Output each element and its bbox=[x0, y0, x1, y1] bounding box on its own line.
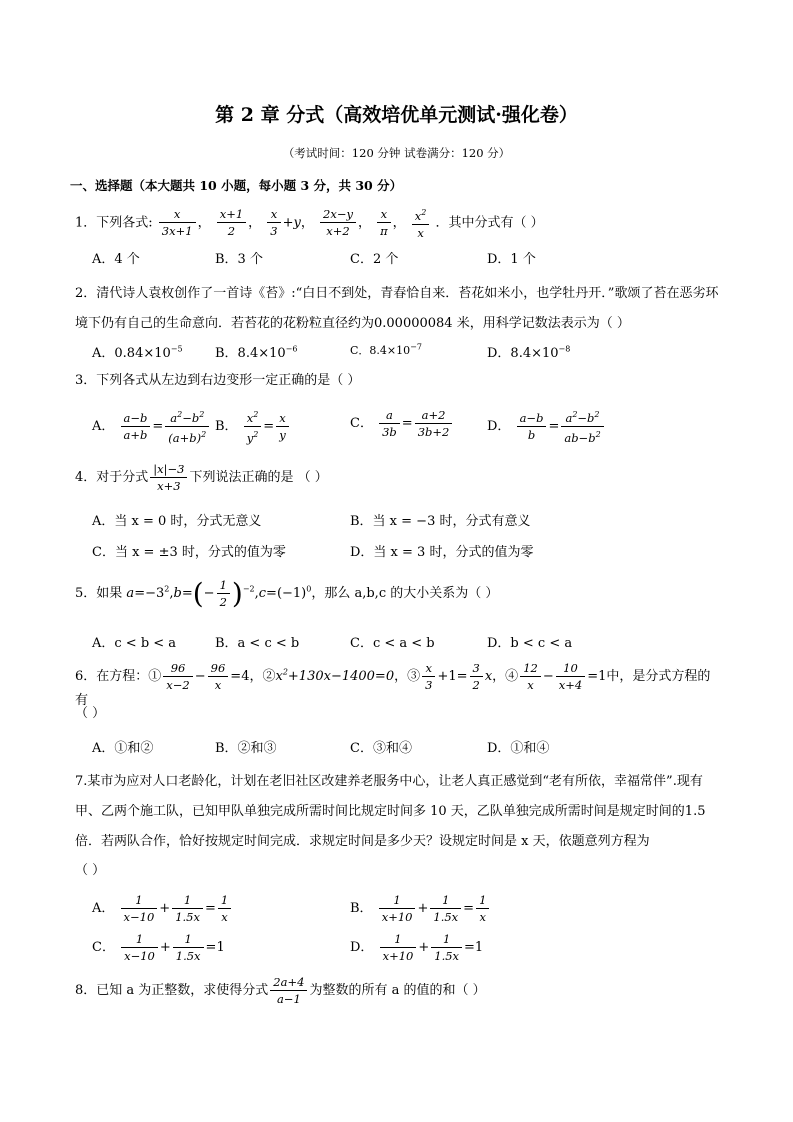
option-a[interactable]: A． $\frac{a-b}{a+b}$ = $\frac{a^2-b^2}{(a+b)^2}$ bbox=[92, 408, 211, 445]
option-d[interactable]: D．1 个 bbox=[487, 252, 536, 267]
question-1: 1．下列各式: $\frac{x}{3x+1}$ ， $\frac{x+1}{2}$ ， $\frac{x}{3}$ +y， $\frac{2x-y}{x+2}$ ， $\frac{x}{\pi}$ ， $\frac{x^2}{x}$ ．其中分式有（ ） bbox=[75, 207, 544, 240]
options-q6 bbox=[92, 737, 733, 759]
option-a[interactable]: A．c < b < a bbox=[92, 636, 177, 651]
exam-info: （考试时间：120 分钟 试卷满分：120 分） bbox=[282, 146, 511, 160]
option-b[interactable]: B．3 个 bbox=[215, 252, 263, 267]
question-6-paren: （ ） bbox=[75, 706, 106, 721]
option-b[interactable]: B．当 x = −3 时，分式有意义 bbox=[350, 514, 531, 529]
option-a[interactable]: A．当 x = 0 时，分式无意义 bbox=[92, 514, 262, 529]
option-a[interactable]: A．$0.84\times 10^{-5}$ bbox=[92, 344, 183, 361]
options-q2 bbox=[92, 342, 733, 364]
option-c[interactable]: C．当 x = ±3 时，分式的值为零 bbox=[92, 545, 286, 560]
fraction: $\frac{x+1}{2}$ bbox=[217, 207, 246, 238]
option-d[interactable]: D． $\frac{a-b}{b}$ = $\frac{a^2-b^2}{ab-b^2}$ bbox=[487, 408, 606, 445]
options-q7-row1 bbox=[92, 893, 733, 929]
option-b[interactable]: B．a < c < b bbox=[215, 636, 300, 651]
options-q1 bbox=[92, 248, 733, 270]
question-6: 6．在方程：① $\frac{96}{x-2}$ − $\frac{96}{x}$ =4，$②x^2+130x-1400=0$，③ $\frac{x}{3}$ +1= $\frac{3}{2}$ x，④ $\frac{12}{x}$ − $\frac{10}{x+4}$ =1中，是分式方程的有 bbox=[75, 661, 711, 708]
fraction: $\frac{x}{\pi}$ bbox=[377, 207, 391, 238]
option-d[interactable]: D． $\frac{1}{x+10}$ + $\frac{1}{1.5x}$ =1 bbox=[350, 932, 484, 963]
fraction: $\frac{x}{3}$ bbox=[267, 207, 280, 238]
option-d[interactable]: D．①和④ bbox=[487, 741, 550, 756]
options-q3 bbox=[92, 408, 733, 448]
page-title: 第 2 章 分式（高效培优单元测试·强化卷） bbox=[215, 104, 578, 126]
options-q4-row2 bbox=[92, 541, 733, 563]
option-a[interactable]: A．①和② bbox=[92, 741, 154, 756]
question-3: 3．下列各式从左边到右边变形一定正确的是（ ） bbox=[75, 373, 361, 388]
option-c[interactable]: C．$8.4\times 10^{-7}$ bbox=[350, 342, 422, 357]
option-b[interactable]: B．$8.4\times 10^{-6}$ bbox=[215, 344, 298, 361]
option-d[interactable]: D．当 x = 3 时，分式的值为零 bbox=[350, 545, 534, 560]
fraction: $\frac{x^2}{x}$ bbox=[412, 206, 430, 240]
question-4: 4．对于分式 $\frac{|x|-3}{x+3}$ 下列说法正确的是 （ ） bbox=[75, 462, 328, 493]
option-b[interactable]: B． $\frac{1}{x+10}$ + $\frac{1}{1.5x}$ = $\frac{1}{x}$ bbox=[350, 893, 491, 924]
option-d[interactable]: D．b < c < a bbox=[487, 636, 573, 651]
question-5: 5．如果 $a=-3^2,b=(-$ $\frac{1}{2}$ )$^{-2},c=(-1)^0$，那么 a,b,c 的大小关系为（ ） bbox=[75, 576, 499, 610]
option-b[interactable]: B．②和③ bbox=[215, 741, 277, 756]
option-d[interactable]: D．$8.4\times 10^{-8}$ bbox=[487, 344, 571, 361]
option-c[interactable]: C． $\frac{a}{3b}$ = $\frac{a+2}{3b+2}$ bbox=[350, 408, 454, 439]
option-b[interactable]: B． $\frac{x^2}{y^2}$ = $\frac{x}{y}$ bbox=[215, 408, 291, 445]
options-q4-row1 bbox=[92, 510, 733, 532]
option-c[interactable]: C．c < a < b bbox=[350, 636, 435, 651]
question-2: 2．清代诗人袁枚创作了一首诗《苔》:“白日不到处，青春恰自来．苔花如米小，也学牡丹开．”歌颂了苔在恶劣环境下仍有自己的生命意向．若苔花的花粉粒直径约为0.00000084 米，用科学记数法表示为（ ） bbox=[75, 286, 719, 331]
option-a[interactable]: A．4 个 bbox=[92, 252, 140, 267]
option-c[interactable]: C． $\frac{1}{x-10}$ + $\frac{1}{1.5x}$ =1 bbox=[92, 932, 225, 963]
question-7: 7.某市为应对人口老龄化，计划在老旧社区改建养老服务中心，让老人真正感觉到“老有所依，幸福常伴”.现有甲、乙两个施工队，已知甲队单独完成所需时间比规定时间多 10 天，乙队单独完成所需时间是规定时间的1.5 倍．若两队合作，恰好按规定时间完成．求规定时间是多少天？设规定时间是 x 天，依题意列方程为 bbox=[75, 774, 706, 849]
option-c[interactable]: C．2 个 bbox=[350, 252, 399, 267]
options-q7-row2 bbox=[92, 932, 733, 968]
fraction: $\frac{x}{3x+1}$ bbox=[159, 207, 196, 238]
section-heading: 一、选择题（本大题共 10 小题，每小题 3 分，共 30 分） bbox=[70, 178, 403, 193]
question-8: 8．已知 a 为正整数，求使得分式 $\frac{2a+4}{a-1}$ 为整数的所有 a 的值的和（ ） bbox=[75, 975, 486, 1006]
options-q5 bbox=[92, 632, 733, 654]
question-7-paren: （ ） bbox=[75, 863, 106, 878]
fraction: $\frac{2x-y}{x+2}$ bbox=[320, 207, 356, 238]
option-a[interactable]: A． $\frac{1}{x-10}$ + $\frac{1}{1.5x}$ = $\frac{1}{x}$ bbox=[92, 893, 233, 924]
option-c[interactable]: C．③和④ bbox=[350, 741, 412, 756]
